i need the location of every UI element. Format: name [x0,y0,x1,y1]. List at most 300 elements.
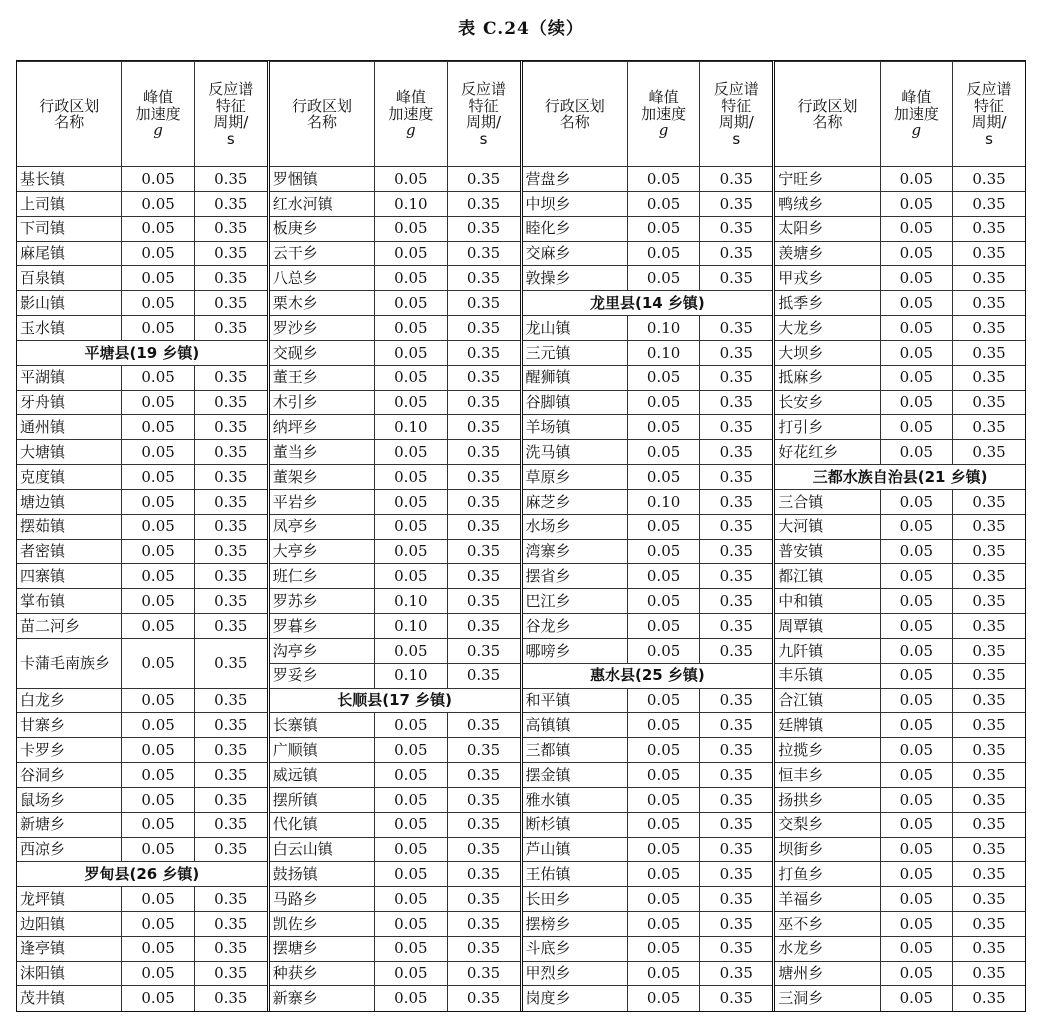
peak-acceleration: 0.05 [375,365,447,390]
header-peak-acceleration-line: 加速度 [641,104,687,123]
header-response-period-line: s [732,129,741,148]
township-name: 通州镇 [17,415,122,440]
township-name: 大亭乡 [270,539,375,564]
table-row [775,911,1025,936]
header-name-line: 行政区划 [797,96,858,115]
peak-acceleration: 0.05 [880,911,952,936]
characteristic-period: 0.35 [447,316,519,341]
header-peak-acceleration-line: 峰值 [901,88,932,107]
peak-acceleration: 0.05 [880,415,952,440]
header-response-period-line: 周期/ [971,113,1007,132]
township-name: 交梨乡 [775,812,880,837]
data-table [16,60,1026,1012]
characteristic-period: 0.35 [194,936,266,961]
header-response-period-line: 特征 [468,96,499,115]
peak-acceleration: 0.05 [627,216,699,241]
township-name: 四寨镇 [17,564,122,589]
county-header: 惠水县(25 乡镇) [523,663,773,688]
peak-acceleration: 0.05 [375,961,447,986]
table-row [17,365,267,390]
peak-acceleration: 0.05 [627,415,699,440]
township-name: 合江镇 [775,688,880,713]
table-row [523,415,773,440]
characteristic-period: 0.35 [447,266,519,291]
table-row [523,961,773,986]
table-row [270,390,520,415]
table-row [17,216,267,241]
township-name: 卡罗乡 [17,738,122,763]
table-row [17,936,267,961]
township-name: 鸭绒乡 [775,191,880,216]
characteristic-period: 0.35 [194,738,266,763]
table-row [775,614,1025,639]
characteristic-period: 0.35 [953,638,1025,663]
table-row [523,763,773,788]
township-name: 木引乡 [270,390,375,415]
peak-acceleration: 0.05 [627,763,699,788]
table-row [270,614,520,639]
characteristic-period: 0.35 [194,961,266,986]
township-name: 抵季乡 [775,291,880,316]
characteristic-period: 0.35 [700,365,772,390]
table-row [775,688,1025,713]
characteristic-period: 0.35 [953,564,1025,589]
peak-acceleration: 0.05 [627,738,699,763]
township-name: 董当乡 [270,440,375,465]
peak-acceleration: 0.10 [375,663,447,688]
peak-acceleration: 0.05 [375,837,447,862]
township-name: 巴江乡 [523,589,628,614]
township-name: 王佑镇 [523,862,628,887]
township-name: 丰乐镇 [775,663,880,688]
table-row [523,514,773,539]
characteristic-period: 0.35 [953,614,1025,639]
table-row [523,564,773,589]
sub-table [270,61,520,1011]
township-name: 哪嗙乡 [523,638,628,663]
township-name: 长寨镇 [270,713,375,738]
peak-acceleration: 0.05 [122,539,194,564]
peak-acceleration: 0.05 [880,614,952,639]
column-block-4 [775,61,1025,1011]
peak-acceleration: 0.05 [627,440,699,465]
header-name-line: 名称 [559,113,590,132]
township-name: 恒丰乡 [775,763,880,788]
header-response-period-line: 反应谱 [208,80,254,99]
table-row [775,291,1025,316]
peak-acceleration: 0.05 [122,440,194,465]
township-name: 凯佐乡 [270,911,375,936]
table-row [17,465,267,490]
header-response-period-line: s [226,129,235,148]
peak-acceleration: 0.05 [375,713,447,738]
township-name: 草原乡 [523,465,628,490]
township-name: 下司镇 [17,216,122,241]
characteristic-period: 0.35 [700,440,772,465]
township-name: 班仁乡 [270,564,375,589]
characteristic-period: 0.35 [447,911,519,936]
peak-acceleration: 0.05 [880,763,952,788]
table-row [775,514,1025,539]
characteristic-period: 0.35 [700,986,772,1011]
township-name: 长安乡 [775,390,880,415]
table-row [17,440,267,465]
peak-acceleration: 0.05 [122,837,194,862]
table-row [270,663,520,688]
characteristic-period: 0.35 [447,638,519,663]
township-name: 罗妥乡 [270,663,375,688]
peak-acceleration: 0.05 [627,241,699,266]
characteristic-period: 0.35 [953,514,1025,539]
township-name: 巫不乡 [775,911,880,936]
peak-acceleration: 0.05 [880,688,952,713]
table-row [523,713,773,738]
characteristic-period: 0.35 [700,589,772,614]
peak-acceleration: 0.05 [880,564,952,589]
characteristic-period: 0.35 [700,713,772,738]
township-name: 中坝乡 [523,191,628,216]
header-peak-acceleration-line: g [153,121,163,140]
township-name: 广顺镇 [270,738,375,763]
peak-acceleration: 0.05 [880,440,952,465]
peak-acceleration: 0.05 [122,589,194,614]
characteristic-period: 0.35 [700,216,772,241]
characteristic-period: 0.35 [194,390,266,415]
peak-acceleration: 0.05 [880,514,952,539]
peak-acceleration: 0.05 [375,241,447,266]
characteristic-period: 0.35 [447,614,519,639]
township-name: 太阳乡 [775,216,880,241]
table-row [775,986,1025,1011]
characteristic-period: 0.35 [447,465,519,490]
township-name: 岗度乡 [523,986,628,1011]
table-row [775,887,1025,912]
table-row [270,713,520,738]
table-row [17,837,267,862]
characteristic-period: 0.35 [953,390,1025,415]
peak-acceleration: 0.05 [880,365,952,390]
header-response-period [194,62,266,167]
header-peak-acceleration [122,62,194,167]
table-row [17,539,267,564]
table-row [17,688,267,713]
header-peak-acceleration [627,62,699,167]
peak-acceleration: 0.05 [880,961,952,986]
peak-acceleration: 0.05 [627,390,699,415]
characteristic-period: 0.35 [447,837,519,862]
characteristic-period: 0.35 [700,837,772,862]
peak-acceleration: 0.05 [122,365,194,390]
township-name: 谷龙乡 [523,614,628,639]
table-row [775,663,1025,688]
township-name: 罗沙乡 [270,316,375,341]
header-name [523,62,628,167]
peak-acceleration: 0.05 [880,887,952,912]
township-name: 罗暮乡 [270,614,375,639]
table-row [270,167,520,192]
township-name: 羊福乡 [775,887,880,912]
peak-acceleration: 0.05 [122,713,194,738]
table-row [775,763,1025,788]
characteristic-period: 0.35 [447,787,519,812]
characteristic-period: 0.35 [447,539,519,564]
table-row [270,986,520,1011]
table-row [775,489,1025,514]
characteristic-period: 0.35 [700,167,772,192]
table-row [775,837,1025,862]
township-name: 苗二河乡 [17,614,122,639]
table-row [523,936,773,961]
township-name: 抵麻乡 [775,365,880,390]
characteristic-period: 0.35 [447,191,519,216]
characteristic-period: 0.35 [194,514,266,539]
table-row [17,390,267,415]
peak-acceleration: 0.05 [627,167,699,192]
township-name: 洗马镇 [523,440,628,465]
peak-acceleration: 0.05 [375,216,447,241]
characteristic-period: 0.35 [194,713,266,738]
peak-acceleration: 0.05 [375,440,447,465]
township-name: 湾寨乡 [523,539,628,564]
township-name: 甘寨乡 [17,713,122,738]
characteristic-period: 0.35 [700,514,772,539]
township-name: 板庚乡 [270,216,375,241]
characteristic-period: 0.35 [194,216,266,241]
table-row [523,440,773,465]
header-name [17,62,122,167]
peak-acceleration: 0.05 [880,713,952,738]
table-row [775,167,1025,192]
table-row [17,167,267,192]
township-name: 马路乡 [270,887,375,912]
characteristic-period: 0.35 [194,787,266,812]
header-peak-acceleration [375,62,447,167]
characteristic-period: 0.35 [447,887,519,912]
peak-acceleration: 0.05 [880,663,952,688]
table-row [17,911,267,936]
characteristic-period: 0.35 [447,365,519,390]
township-name: 长田乡 [523,887,628,912]
characteristic-period: 0.35 [700,688,772,713]
header-name-line: 行政区划 [39,96,100,115]
peak-acceleration: 0.05 [627,961,699,986]
township-name: 谷洞乡 [17,763,122,788]
table-row [523,340,773,365]
township-name: 董架乡 [270,465,375,490]
peak-acceleration: 0.05 [880,638,952,663]
table-row [17,986,267,1011]
township-name: 宁旺乡 [775,167,880,192]
characteristic-period: 0.35 [194,589,266,614]
peak-acceleration: 0.05 [627,812,699,837]
township-name: 西凉乡 [17,837,122,862]
table-row [523,638,773,663]
table-row [17,589,267,614]
township-name: 龙山镇 [523,316,628,341]
table-row [270,191,520,216]
peak-acceleration: 0.05 [627,266,699,291]
table-row [775,316,1025,341]
township-name: 断杉镇 [523,812,628,837]
township-name: 代化镇 [270,812,375,837]
table-row [775,539,1025,564]
characteristic-period: 0.35 [447,440,519,465]
characteristic-period: 0.35 [447,167,519,192]
characteristic-period: 0.35 [700,191,772,216]
characteristic-period: 0.35 [194,688,266,713]
table-row [270,539,520,564]
characteristic-period: 0.35 [194,241,266,266]
peak-acceleration: 0.05 [122,986,194,1011]
table-row [17,738,267,763]
peak-acceleration: 0.05 [122,887,194,912]
characteristic-period: 0.35 [194,365,266,390]
peak-acceleration: 0.05 [880,316,952,341]
characteristic-period: 0.35 [953,415,1025,440]
table-row [17,489,267,514]
characteristic-period: 0.35 [447,489,519,514]
characteristic-period: 0.35 [447,663,519,688]
township-name: 打引乡 [775,415,880,440]
sub-table [523,61,773,1011]
header-name-line: 行政区划 [291,96,352,115]
table-row [270,564,520,589]
characteristic-period: 0.35 [447,390,519,415]
table-row [775,415,1025,440]
peak-acceleration: 0.05 [880,986,952,1011]
table-row [523,986,773,1011]
township-name: 云干乡 [270,241,375,266]
peak-acceleration: 0.05 [375,638,447,663]
characteristic-period: 0.35 [447,713,519,738]
table-row [270,638,520,663]
peak-acceleration: 0.05 [122,738,194,763]
header-name-line: 名称 [812,113,843,132]
table-row [270,365,520,390]
characteristic-period: 0.35 [194,763,266,788]
township-name: 麻尾镇 [17,241,122,266]
peak-acceleration: 0.05 [122,415,194,440]
township-name: 坝街乡 [775,837,880,862]
characteristic-period: 0.35 [194,167,266,192]
table-row [270,763,520,788]
peak-acceleration: 0.05 [122,489,194,514]
characteristic-period: 0.35 [953,787,1025,812]
county-row [17,340,267,365]
table-row [270,465,520,490]
county-row [17,862,267,887]
characteristic-period: 0.35 [447,340,519,365]
table-row [775,638,1025,663]
peak-acceleration: 0.05 [122,291,194,316]
header-response-period-line: s [985,129,993,148]
table-row [17,415,267,440]
table-row [523,911,773,936]
table-row [17,514,267,539]
township-name: 营盘乡 [523,167,628,192]
township-name: 雅水镇 [523,787,628,812]
header-response-period-line: 特征 [974,96,1005,115]
peak-acceleration: 0.10 [375,614,447,639]
township-name: 平湖镇 [17,365,122,390]
peak-acceleration: 0.05 [122,266,194,291]
header-peak-acceleration-line: 加速度 [135,104,181,123]
header-peak-acceleration-line: g [658,121,669,140]
table-row [17,191,267,216]
county-row [523,291,773,316]
header-peak-acceleration-line: g [406,121,416,140]
characteristic-period: 0.35 [953,440,1025,465]
characteristic-period: 0.35 [700,887,772,912]
characteristic-period: 0.35 [447,763,519,788]
table-row [775,216,1025,241]
township-name: 基长镇 [17,167,122,192]
table-row [270,887,520,912]
township-name: 平岩乡 [270,489,375,514]
peak-acceleration: 0.05 [375,167,447,192]
header-row [523,62,773,167]
table-row [17,763,267,788]
characteristic-period: 0.35 [700,787,772,812]
township-name: 克度镇 [17,465,122,490]
characteristic-period: 0.35 [194,266,266,291]
characteristic-period: 0.35 [194,191,266,216]
township-name: 和平镇 [523,688,628,713]
header-response-period-line: 特征 [215,96,246,115]
peak-acceleration: 0.05 [880,216,952,241]
township-name: 拉揽乡 [775,738,880,763]
peak-acceleration: 0.05 [880,291,952,316]
characteristic-period: 0.35 [700,812,772,837]
peak-acceleration: 0.05 [375,986,447,1011]
township-name: 三合镇 [775,489,880,514]
township-name: 大塘镇 [17,440,122,465]
peak-acceleration: 0.05 [122,812,194,837]
table-row [775,266,1025,291]
characteristic-period: 0.35 [447,415,519,440]
characteristic-period: 0.35 [700,911,772,936]
peak-acceleration: 0.05 [627,564,699,589]
township-name: 掌布镇 [17,589,122,614]
peak-acceleration: 0.05 [627,365,699,390]
table-row [775,390,1025,415]
peak-acceleration: 0.05 [880,191,952,216]
table-row [523,465,773,490]
township-name: 白云山镇 [270,837,375,862]
peak-acceleration: 0.05 [880,266,952,291]
township-name: 水场乡 [523,514,628,539]
township-name: 睦化乡 [523,216,628,241]
characteristic-period: 0.35 [953,911,1025,936]
characteristic-period: 0.35 [953,191,1025,216]
peak-acceleration: 0.05 [122,936,194,961]
peak-acceleration: 0.05 [627,589,699,614]
township-name: 廷牌镇 [775,713,880,738]
peak-acceleration: 0.05 [122,638,194,688]
table-row [523,167,773,192]
header-peak-acceleration [880,62,952,167]
peak-acceleration: 0.05 [375,738,447,763]
peak-acceleration: 0.05 [375,291,447,316]
table-row [523,738,773,763]
table-row [270,787,520,812]
township-name: 大河镇 [775,514,880,539]
peak-acceleration: 0.05 [375,763,447,788]
township-name: 摆省乡 [523,564,628,589]
characteristic-period: 0.35 [194,887,266,912]
table-row [17,241,267,266]
peak-acceleration: 0.05 [375,340,447,365]
